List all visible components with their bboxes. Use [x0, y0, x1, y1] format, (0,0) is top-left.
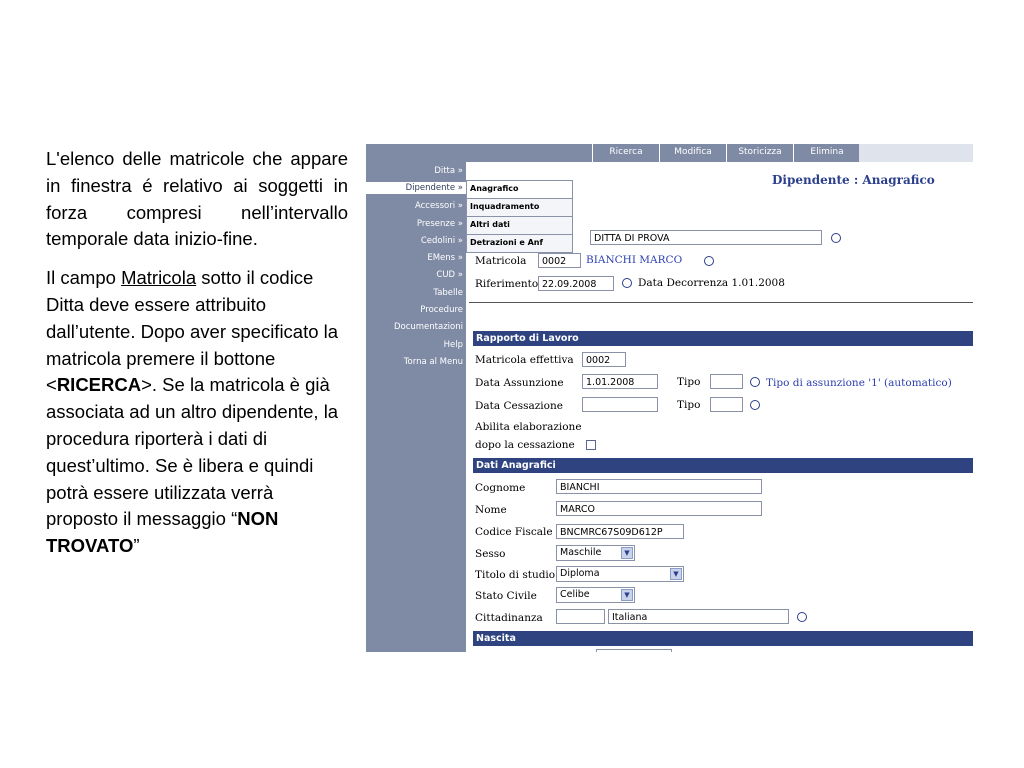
- cittadinanza-name-input[interactable]: Italiana: [608, 609, 789, 624]
- tipo-cessazione-label: Tipo: [677, 399, 701, 411]
- data-cessazione-input[interactable]: [582, 397, 658, 412]
- cognome-input[interactable]: BIANCHI: [556, 479, 762, 494]
- ricerca-button[interactable]: Ricerca: [592, 144, 659, 162]
- tipo-assunzione-input[interactable]: [710, 374, 743, 389]
- sidebar-item-dipendente[interactable]: Dipendente »: [366, 182, 466, 194]
- codice-fiscale-input[interactable]: BNCMRC67S09D612P: [556, 524, 684, 539]
- sidebar-menu: [366, 162, 466, 652]
- titolo-studio-select[interactable]: [556, 566, 684, 582]
- divider: [469, 302, 973, 303]
- anagrafici-section-header: Dati Anagrafici: [473, 458, 973, 473]
- top-toolbar: [366, 144, 973, 162]
- tipo-cessazione-lookup-icon[interactable]: [750, 400, 760, 410]
- sidebar-item-accessori[interactable]: Accessori »: [414, 201, 463, 211]
- sidebar-item-help[interactable]: Help: [443, 340, 463, 350]
- stato-civile-select[interactable]: [556, 587, 635, 603]
- riferimento-input[interactable]: 22.09.2008: [538, 276, 614, 291]
- instruction-paragraph-2: [46, 265, 348, 560]
- nascita-partial-input[interactable]: [596, 649, 672, 652]
- tipo-assunzione-lookup-icon[interactable]: [750, 377, 760, 387]
- instruction-p2-text-a: Il campo: [46, 267, 122, 289]
- data-cessazione-label: Data Cessazione: [475, 400, 563, 412]
- instruction-p1-text: L'elenco delle matricole che appare in finestra é relativo ai soggetti in forza compresi nell’intervallo temporale data inizio-fine.: [46, 148, 348, 250]
- nome-input[interactable]: MARCO: [556, 501, 762, 516]
- stato-civile-value: Celibe: [560, 589, 590, 600]
- matricola-name-link[interactable]: BIANCHI MARCO: [586, 254, 683, 266]
- cognome-label: Cognome: [475, 482, 526, 494]
- instruction-p2-text-c: >. Se la matricola è già associata ad un altro dipendente, la procedura riporterà i dati di quest’ultimo. Se è libera e quindi potrà essere utilizzata verrà proposto il messaggio “: [46, 374, 339, 530]
- submenu-item-anagrafico[interactable]: Anagrafico: [467, 181, 572, 199]
- form-title: Dipendente : Anagrafico: [772, 173, 935, 187]
- chevron-down-icon: ▼: [621, 547, 633, 559]
- tipo-assunzione-description: Tipo di assunzione '1' (automatico): [766, 377, 952, 389]
- dipendente-submenu: [466, 180, 573, 253]
- sidebar-item-tabelle[interactable]: Tabelle: [433, 288, 463, 298]
- matricola-effettiva-label: Matricola effettiva: [475, 354, 574, 366]
- submenu-item-detrazioni-anf[interactable]: Detrazioni e Anf: [467, 235, 572, 252]
- riferimento-label: Riferimento: [475, 278, 539, 290]
- abilita-label-line1: Abilita elaborazione: [475, 421, 582, 433]
- sesso-value: Maschile: [560, 547, 602, 558]
- data-assunzione-label: Data Assunzione: [475, 377, 564, 389]
- titolo-studio-label: Titolo di studio: [475, 569, 556, 581]
- ditta-lookup-icon[interactable]: [831, 233, 841, 243]
- instruction-p2-text-d: ”: [133, 535, 140, 557]
- sidebar-item-procedure[interactable]: Procedure: [420, 305, 463, 315]
- matricola-lookup-icon[interactable]: [704, 256, 714, 266]
- ditta-name-field[interactable]: DITTA DI PROVA: [590, 230, 822, 245]
- app-window: [366, 144, 973, 652]
- chevron-down-icon: ▼: [621, 589, 633, 601]
- sidebar-item-documentazioni[interactable]: Documentazioni: [393, 322, 463, 332]
- sidebar-item-torna-al-menu[interactable]: Torna al Menu: [403, 357, 463, 367]
- cittadinanza-label: Cittadinanza: [475, 612, 543, 624]
- sidebar-item-emens[interactable]: EMens »: [427, 253, 463, 263]
- sidebar-item-presenze[interactable]: Presenze »: [416, 219, 463, 229]
- non-trovato-term: NON TROVATO: [46, 508, 279, 557]
- codice-fiscale-label: Codice Fiscale: [475, 526, 553, 538]
- data-assunzione-input[interactable]: 1.01.2008: [582, 374, 658, 389]
- sidebar-item-ditta[interactable]: Ditta »: [434, 166, 463, 176]
- nome-label: Nome: [475, 504, 507, 516]
- submenu-item-altri-dati[interactable]: Altri dati: [467, 217, 572, 235]
- rapporto-section-header: Rapporto di Lavoro: [473, 331, 973, 346]
- matricola-term: Matricola: [121, 267, 197, 289]
- instruction-p2-text-b: sotto il codice Ditta deve essere attribuito dall’utente. Dopo aver specificato la matricola premere il bottone <: [46, 267, 339, 396]
- titolo-studio-value: Diploma: [560, 568, 600, 579]
- chevron-down-icon: ▼: [670, 568, 682, 580]
- matricola-effettiva-input[interactable]: 0002: [582, 352, 626, 367]
- elimina-button[interactable]: Elimina: [793, 144, 860, 162]
- stato-civile-label: Stato Civile: [475, 590, 537, 602]
- cittadinanza-code-input[interactable]: [556, 609, 605, 624]
- cittadinanza-lookup-icon[interactable]: [797, 612, 807, 622]
- matricola-label: Matricola: [475, 255, 527, 267]
- sesso-label: Sesso: [475, 548, 506, 560]
- sesso-select[interactable]: [556, 545, 635, 561]
- ricerca-term: RICERCA: [56, 374, 142, 396]
- modifica-button[interactable]: Modifica: [659, 144, 726, 162]
- submenu-item-inquadramento[interactable]: Inquadramento: [467, 199, 572, 217]
- sidebar-item-cedolini[interactable]: Cedolini »: [420, 236, 463, 246]
- toolbar-filler: [859, 144, 973, 162]
- nascita-section-header: Nascita: [473, 631, 973, 646]
- instruction-text: [46, 146, 348, 560]
- abilita-label-line2: dopo la cessazione: [475, 439, 575, 451]
- data-decorrenza-text: Data Decorrenza 1.01.2008: [638, 277, 785, 289]
- matricola-input[interactable]: 0002: [538, 253, 581, 268]
- abilita-checkbox[interactable]: [586, 440, 596, 450]
- tipo-cessazione-input[interactable]: [710, 397, 743, 412]
- tipo-assunzione-label: Tipo: [677, 376, 701, 388]
- riferimento-lookup-icon[interactable]: [622, 278, 632, 288]
- storicizza-button[interactable]: Storicizza: [726, 144, 793, 162]
- sidebar-item-cud[interactable]: CUD »: [436, 270, 463, 280]
- instruction-paragraph-1: [46, 146, 348, 253]
